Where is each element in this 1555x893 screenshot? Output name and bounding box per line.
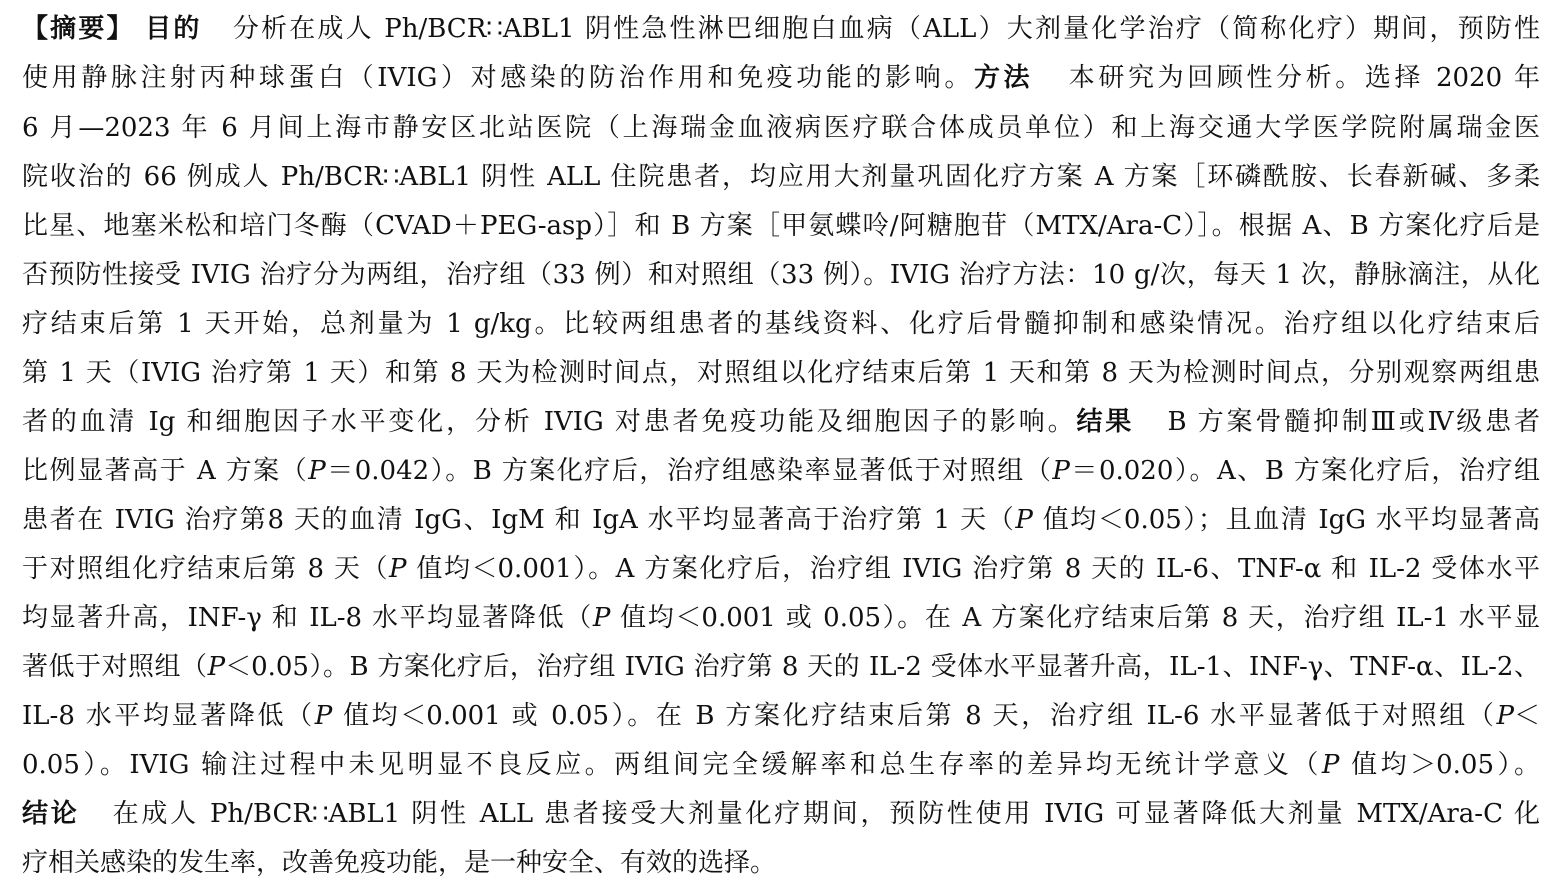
abstract-line-5 bbox=[22, 204, 1540, 248]
abstract-text: 第 1 天（IVIG 治疗第 1 天）和第 8 天为检测时间点，对照组以化疗结束后第 1 天和第 8 天为检测时间点，分别观察两组患 bbox=[22, 358, 1540, 388]
abstract-line-9 bbox=[22, 400, 1540, 444]
results-heading: 结果 bbox=[1076, 407, 1135, 437]
abstract-line-16 bbox=[22, 743, 1540, 787]
abstract-text: 比星、地塞米松和培门冬酶（CVAD＋PEG-asp）］和 B 方案［甲氨蝶呤/阿糖胞苷（MTX/Ara-C）］。根据 A、B 方案化疗后是 bbox=[22, 211, 1540, 241]
p-value-symbol: P bbox=[308, 456, 326, 486]
abstract-line-13 bbox=[22, 596, 1540, 640]
abstract-text: ＜0.05）。B 方案化疗后，治疗组 IVIG 治疗第 8 天的 IL-2 受体水平显著升高，IL-1、INF-γ、TNF-α、IL-2、 bbox=[225, 652, 1540, 682]
conclusion-heading: 结论 bbox=[22, 799, 80, 829]
abstract-line-4 bbox=[22, 155, 1540, 199]
p-value-symbol: P bbox=[1496, 701, 1514, 731]
abstract-text: 值均＞0.05）。 bbox=[1339, 750, 1540, 780]
abstract-text: ＝0.020）。A、B 方案化疗后，治疗组 bbox=[1069, 456, 1540, 486]
abstract-line-11 bbox=[22, 498, 1540, 542]
abstract-line-8 bbox=[22, 351, 1540, 395]
abstract-text: 著低于对照组（ bbox=[22, 652, 208, 682]
abstract-line-7 bbox=[22, 302, 1540, 346]
abstract-text: 使用静脉注射丙种球蛋白（IVIG）对感染的防治作用和免疫功能的影响。 bbox=[22, 63, 974, 93]
abstract-line-1 bbox=[22, 7, 1540, 51]
abstract-text: 分析在成人 Ph/BCR∷ABL1 阴性急性淋巴细胞白血病（ALL）大剂量化学治疗（简称化疗）期间，预防性 bbox=[232, 14, 1540, 44]
abstract-text: 于对照组化疗结束后第 8 天（ bbox=[22, 554, 390, 584]
abstract-text: 否预防性接受 IVIG 治疗分为两组，治疗组（33 例）和对照组（33 例）。IVIG 治疗方法：10 g/次，每天 1 次，静脉滴注，从化 bbox=[22, 260, 1540, 290]
abstract-text: 本研究为回顾性分析。选择 2020 年 bbox=[1068, 63, 1540, 93]
abstract-line-18 bbox=[22, 841, 1540, 885]
abstract-line-14 bbox=[22, 645, 1540, 689]
abstract-line-10 bbox=[22, 449, 1540, 493]
abstract-line-6 bbox=[22, 253, 1540, 297]
p-value-symbol: P bbox=[1321, 750, 1340, 780]
abstract-text: B 方案骨髓抑制Ⅲ或Ⅳ级患者 bbox=[1167, 407, 1540, 437]
abstract-text: 均显著升高，INF-γ 和 IL-8 水平均显著降低（ bbox=[22, 603, 593, 633]
abstract-text: 值均＜0.001 或 0.05）。在 B 方案化疗结束后第 8 天，治疗组 IL-6 水平显著低于对照组（ bbox=[332, 701, 1497, 731]
abstract-line-2 bbox=[22, 56, 1540, 100]
abstract-text: 院收治的 66 例成人 Ph/BCR∷ABL1 阴性 ALL 住院患者，均应用大剂量巩固化疗方案 A 方案［环磷酰胺、长春新碱、多柔 bbox=[22, 162, 1540, 192]
abstract-text: 0.05）。IVIG 输注过程中未见明显不良反应。两组间完全缓解率和总生存率的差异均无统计学意义（ bbox=[22, 750, 1322, 780]
abstract-text: 值均＜0.001）。A 方案化疗后，治疗组 IVIG 治疗第 8 天的 IL-6、TNF-α 和 IL-2 受体水平 bbox=[406, 554, 1540, 584]
abstract-heading: 【摘要】 bbox=[22, 14, 135, 44]
p-value-symbol: P bbox=[207, 652, 226, 682]
p-value-symbol: P bbox=[592, 603, 611, 633]
abstract-text: 值均＜0.001 或 0.05）。在 A 方案化疗结束后第 8 天，治疗组 IL-1 水平显 bbox=[610, 603, 1540, 633]
abstract-text: 患者在 IVIG 治疗第8 天的血清 IgG、IgM 和 IgA 水平均显著高于治疗第 1 天（ bbox=[22, 505, 1016, 535]
abstract-line-12 bbox=[22, 547, 1540, 591]
methods-heading: 方法 bbox=[973, 63, 1034, 93]
p-value-symbol: P bbox=[314, 701, 333, 731]
abstract-text: ＜ bbox=[1513, 701, 1540, 731]
p-value-symbol: P bbox=[1052, 456, 1070, 486]
p-value-symbol: P bbox=[389, 554, 407, 584]
abstract-text: 值均＜0.05）；且血清 IgG 水平均显著高 bbox=[1032, 505, 1540, 535]
abstract-text: 比例显著高于 A 方案（ bbox=[22, 456, 309, 486]
abstract-line-15 bbox=[22, 694, 1540, 738]
abstract-text: 疗结束后第 1 天开始，总剂量为 1 g/kg。比较两组患者的基线资料、化疗后骨髓抑制和感染情况。治疗组以化疗结束后 bbox=[22, 309, 1540, 339]
abstract-text: 者的血清 Ig 和细胞因子水平变化，分析 IVIG 对患者免疫功能及细胞因子的影响。 bbox=[22, 407, 1077, 437]
abstract-line-17 bbox=[22, 792, 1540, 836]
p-value-symbol: P bbox=[1015, 505, 1033, 535]
objective-heading: 目的 bbox=[145, 14, 202, 44]
abstract-text: 6 月—2023 年 6 月间上海市静安区北站医院（上海瑞金血液病医疗联合体成员单位）和上海交通大学医学院附属瑞金医 bbox=[22, 113, 1540, 143]
abstract-line-3 bbox=[22, 106, 1540, 150]
abstract-text: 在成人 Ph/BCR∷ABL1 阴性 ALL 患者接受大剂量化疗期间，预防性使用 IVIG 可显著降低大剂量 MTX/Ara-C 化 bbox=[112, 799, 1540, 829]
abstract-text: ＝0.042）。B 方案化疗后，治疗组感染率显著低于对照组（ bbox=[325, 456, 1053, 486]
abstract-text: 疗相关感染的发生率，改善免疫功能，是一种安全、有效的选择。 bbox=[22, 848, 777, 878]
abstract-text: IL-8 水平均显著降低（ bbox=[22, 701, 315, 731]
